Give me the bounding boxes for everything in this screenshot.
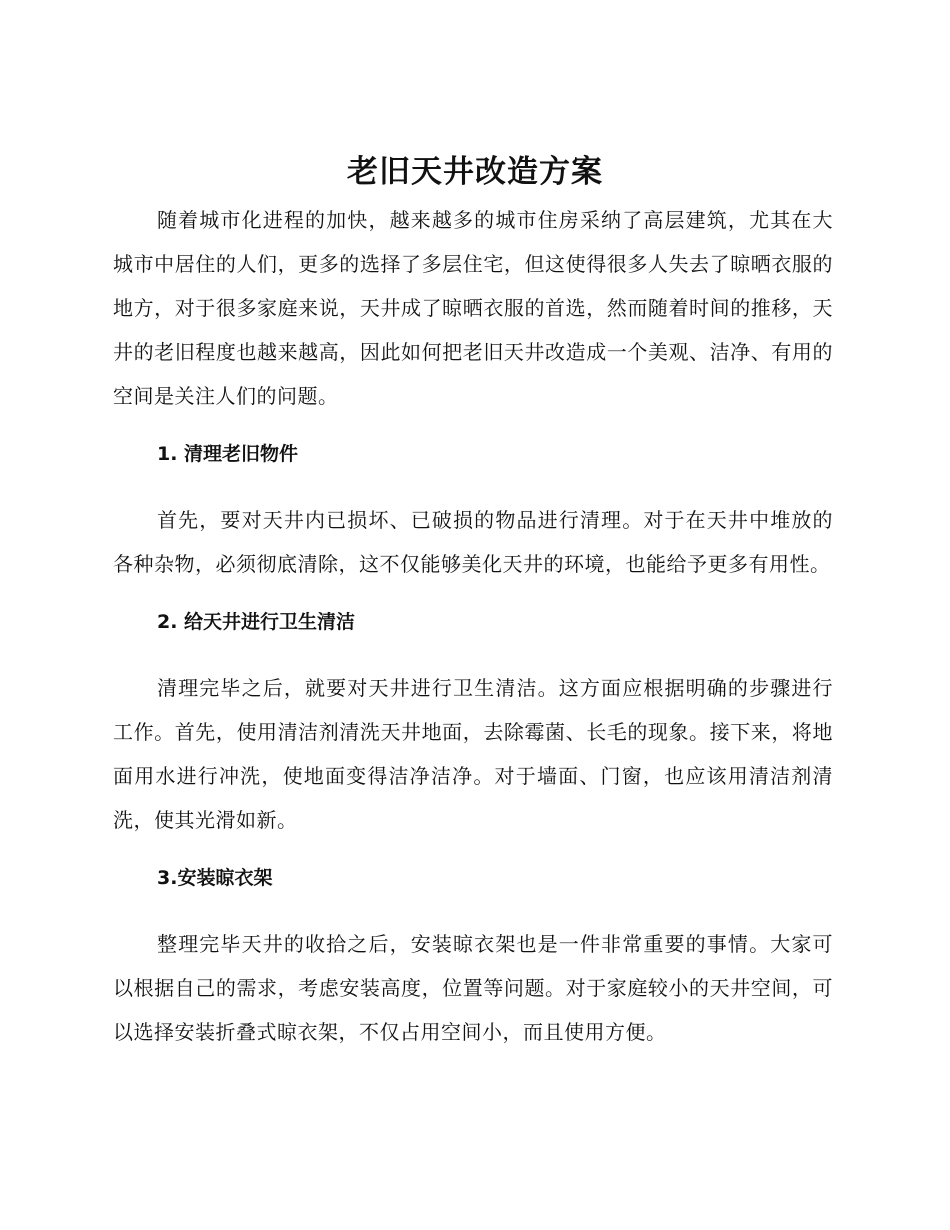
section-paragraph-1: 首先，要对天井内已损坏、已破损的物品进行清理。对于在天井中堆放的各种杂物，必须彻底清除，这不仅能够美化天井的环境，也能给予更多有用性。 [113, 508, 833, 576]
section-paragraph-3: 整理完毕天井的收拾之后，安装晾衣架也是一件非常重要的事情。大家可以根据自己的需求，考虑安装高度，位置等问题。对于家庭较小的天井空间，可以选择安装折叠式晾衣架，不仅占用空间小，而且使用方便。 [113, 932, 833, 1044]
section-heading-1: 1. 清理老旧物件 [157, 443, 299, 465]
section-paragraph-2: 清理完毕之后，就要对天井进行卫生清洁。这方面应根据明确的步骤进行工作。首先，使用清洁剂清洗天井地面，去除霉菌、长毛的现象。接下来，将地面用水进行冲洗，使地面变得洁净洁净。对于墙面、门窗，也应该用清洁剂清洗，使其光滑如新。 [113, 676, 833, 832]
intro-paragraph: 随着城市化进程的加快，越来越多的城市住房采纳了高层建筑，尤其在大城市中居住的人们，更多的选择了多层住宅，但这使得很多人失去了晾晒衣服的地方，对于很多家庭来说，天井成了晾晒衣服的首选，然而随着时间的推移，天井的老旧程度也越来越高，因此如何把老旧天井改造成一个美观、洁净、有用的空间是关注人们的问题。 [113, 208, 833, 408]
section-heading-2: 2. 给天井进行卫生清洁 [157, 611, 356, 633]
document-title: 老旧天井改造方案 [347, 154, 603, 190]
document-body [113, 198, 833, 1054]
section-heading-3: 3.安装晾衣架 [157, 867, 273, 889]
